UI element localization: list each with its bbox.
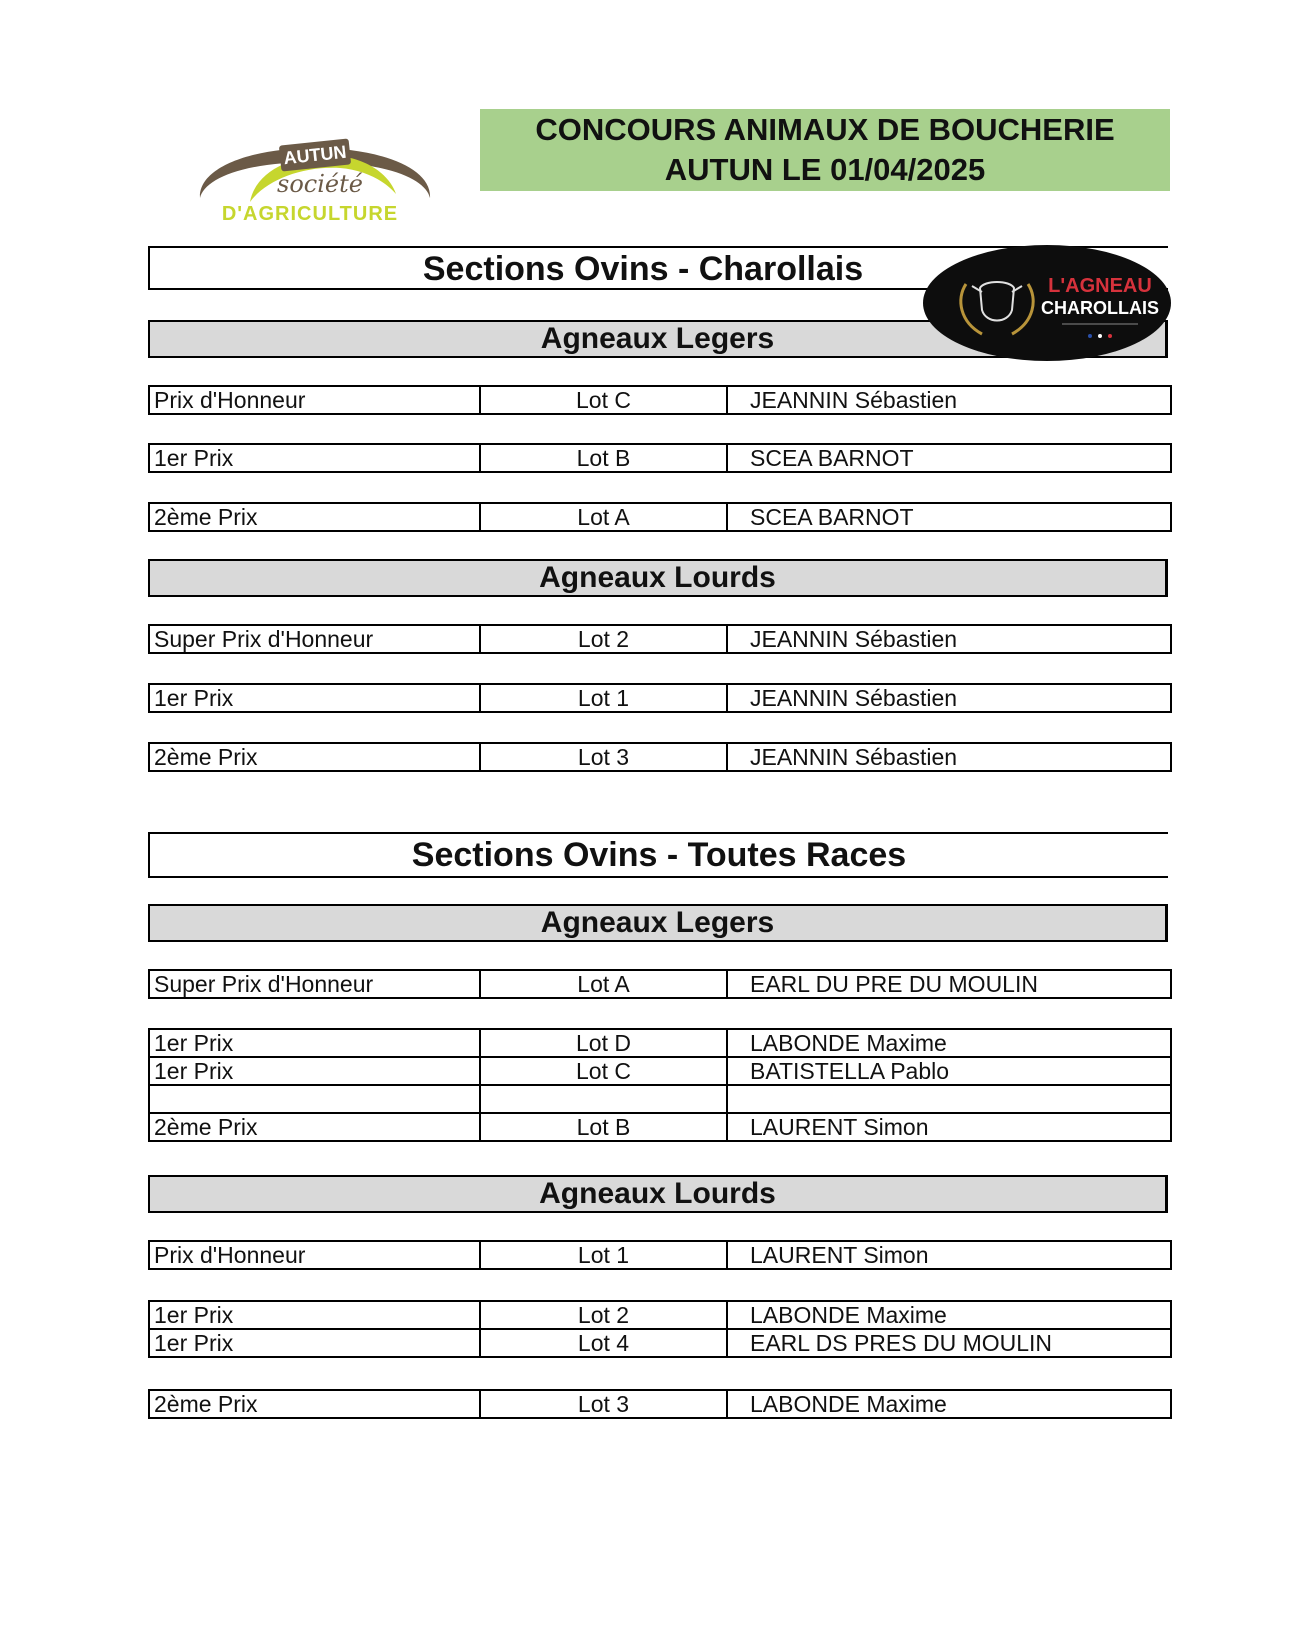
lot-cell: Lot 1 [480, 1241, 727, 1269]
table-row [149, 386, 1171, 414]
results-table-toutes-legers-1 [148, 969, 1172, 999]
lot-cell: Lot 2 [480, 625, 727, 653]
winner-cell: LAURENT Simon [727, 1241, 1171, 1269]
winner-cell: EARL DS PRES DU MOULIN [727, 1329, 1171, 1357]
prize-cell: Prix d'Honneur [149, 1241, 480, 1269]
table-row [149, 444, 1171, 472]
table-row [149, 1057, 1171, 1085]
prize-cell: 1er Prix [149, 1029, 480, 1057]
winner-cell: EARL DU PRE DU MOULIN [727, 970, 1171, 998]
results-table-toutes-lourds-1 [148, 1240, 1172, 1270]
lot-cell: Lot D [480, 1029, 727, 1057]
subsection-title-text: Agneaux Lourds [539, 561, 776, 594]
results-table-charollais-legers-2 [148, 443, 1172, 473]
subsection-title-lourds [148, 559, 1168, 597]
table-row [149, 970, 1171, 998]
section-title-text: Sections Ovins - Charollais [422, 250, 864, 288]
prize-cell: 1er Prix [149, 1057, 480, 1085]
section-title-toutes-races [148, 832, 1168, 878]
winner-cell: JEANNIN Sébastien [727, 386, 1171, 414]
lot-cell: Lot B [480, 1113, 727, 1141]
winner-cell: JEANNIN Sébastien [727, 743, 1171, 771]
winner-cell: LABONDE Maxime [727, 1029, 1171, 1057]
results-table-charollais-lourds-1 [148, 624, 1172, 654]
lot-cell: Lot 4 [480, 1329, 727, 1357]
prize-cell: 2ème Prix [149, 1113, 480, 1141]
table-row [149, 503, 1171, 531]
lot-cell: Lot A [480, 503, 727, 531]
subsection-title-text: Agneaux Legers [540, 906, 775, 939]
results-table-charollais-lourds-2 [148, 683, 1172, 713]
table-row [149, 1329, 1171, 1357]
prize-cell: Prix d'Honneur [149, 386, 480, 414]
results-table-charollais-legers [148, 385, 1172, 415]
prize-cell: 2ème Prix [149, 503, 480, 531]
table-row [149, 1390, 1171, 1418]
lot-cell: Lot A [480, 970, 727, 998]
event-date: AUTUN LE 01/04/2025 [664, 152, 986, 187]
lot-cell: Lot 1 [480, 684, 727, 712]
winner-cell: JEANNIN Sébastien [727, 625, 1171, 653]
table-row [149, 743, 1171, 771]
table-row [149, 1085, 1171, 1113]
subsection-title-text: Agneaux Lourds [539, 1177, 776, 1210]
subsection-title-legers [148, 904, 1168, 942]
prize-cell: 1er Prix [149, 1301, 480, 1329]
section-title-text: Sections Ovins - Toutes Races [411, 836, 907, 874]
winner-cell [727, 1085, 1171, 1113]
winner-cell: LAURENT Simon [727, 1113, 1171, 1141]
table-row [149, 1113, 1171, 1141]
winner-cell: SCEA BARNOT [727, 503, 1171, 531]
agneau-charollais-logo [922, 244, 1172, 362]
lot-cell: Lot C [480, 1057, 727, 1085]
prize-cell: 1er Prix [149, 684, 480, 712]
logo-text-agriculture: D'AGRICULTURE [221, 203, 399, 225]
table-row [149, 625, 1171, 653]
lot-cell: Lot 3 [480, 743, 727, 771]
prize-cell: 1er Prix [149, 1329, 480, 1357]
subsection-title-text: Agneaux Legers [540, 322, 775, 355]
prize-cell: 2ème Prix [149, 1390, 480, 1418]
logo-text-autun: AUTUN [282, 141, 348, 169]
event-title: CONCOURS ANIMAUX DE BOUCHERIE [535, 112, 1115, 147]
table-row [149, 684, 1171, 712]
lot-cell: Lot 2 [480, 1301, 727, 1329]
results-table-toutes-legers-2 [148, 1028, 1172, 1142]
brand-text-charollais: CHAROLLAIS [1041, 298, 1159, 318]
lot-cell: Lot B [480, 444, 727, 472]
table-row [149, 1301, 1171, 1329]
winner-cell: LABONDE Maxime [727, 1301, 1171, 1329]
results-table-toutes-lourds-2 [148, 1300, 1172, 1358]
event-title-box [480, 109, 1170, 191]
winner-cell: SCEA BARNOT [727, 444, 1171, 472]
subsection-title-lourds [148, 1175, 1168, 1213]
winner-cell: LABONDE Maxime [727, 1390, 1171, 1418]
lot-cell: Lot C [480, 386, 727, 414]
prize-cell: 1er Prix [149, 444, 480, 472]
results-table-charollais-legers-3 [148, 502, 1172, 532]
table-row [149, 1029, 1171, 1057]
results-table-toutes-lourds-3 [148, 1389, 1172, 1419]
winner-cell: JEANNIN Sébastien [727, 684, 1171, 712]
brand-text-agneau: L'AGNEAU [1048, 275, 1152, 297]
societe-agriculture-logo [190, 138, 440, 230]
prize-cell: Super Prix d'Honneur [149, 970, 480, 998]
lot-cell [480, 1085, 727, 1113]
table-row [149, 1241, 1171, 1269]
lot-cell: Lot 3 [480, 1390, 727, 1418]
results-table-charollais-lourds-3 [148, 742, 1172, 772]
winner-cell: BATISTELLA Pablo [727, 1057, 1171, 1085]
prize-cell: Super Prix d'Honneur [149, 625, 480, 653]
prize-cell: 2ème Prix [149, 743, 480, 771]
prize-cell [149, 1085, 480, 1113]
logo-text-societe: société [277, 170, 363, 198]
